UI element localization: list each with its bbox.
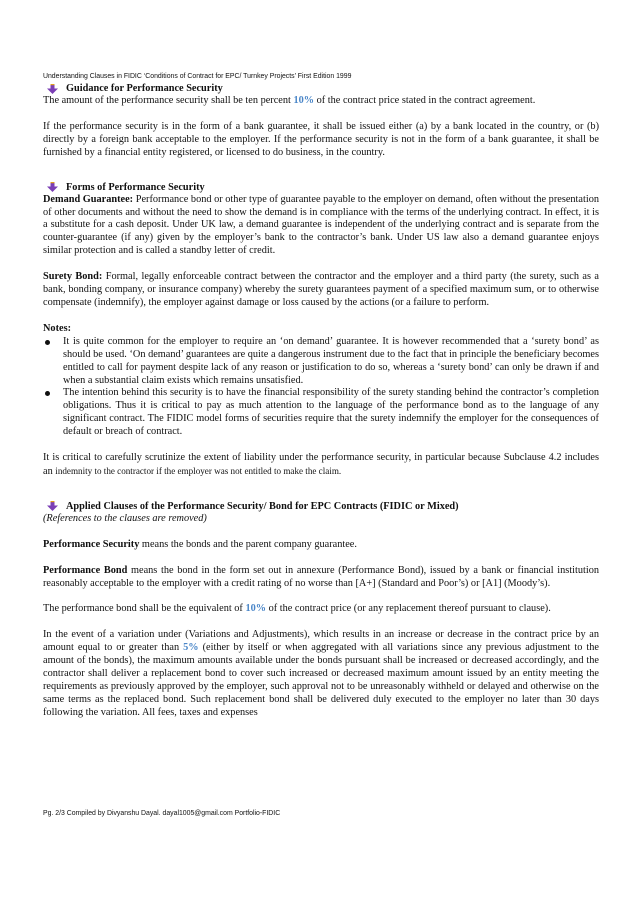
list-item: It is quite common for the employer to require an ‘on demand’ guarantee. It is however recommended that a ‘surety bond’ as should be used. ‘On demand’ guarantees are quite a dangerous instrument due to the fact that in principle the beneficiary becomes entitled to call for payment despite lack of any reason or justification to do so, whereas a ‘surety bond’ can only be drawn if and when a substantial claim exists which remains unsatisfied. [43, 336, 599, 388]
percent-value: 10% [245, 603, 267, 615]
performance-security-definition: Performance Security means the bonds and the parent company guarantee. [43, 538, 357, 550]
page-footer: Pg. 2/3 Compiled by Divyanshu Dayal. dayal1005@gmail.com Portfolio-FIDIC [43, 810, 281, 817]
notes-label: Notes: [43, 322, 72, 334]
list-item: The intention behind this security is to have the financial responsibility of the surety standing behind the contractor’s completion obligations. Thus it is critical to pay as much attention to the language of the performance bond as to the language of any significant contract. The FIDIC model forms of securities require that the surety indemnify the employer for the consequences of default or breach of contract. [43, 387, 599, 439]
down-arrow-icon [47, 182, 58, 192]
guidance-heading-text: Guidance for Performance Security [66, 83, 223, 94]
guidance-paragraph-bank: If the performance security is in the form of a bank guarantee, it shall be issued either (a) by a bank located in the country, or (b) directly by a foreign bank acceptable to the employer. If the performance security is not in the form of a bank guarantee, it shall be furnished by a financial entity registered, or licensed to do business, in the country. [43, 120, 599, 158]
references-note: (References to the clauses are removed) [43, 512, 207, 524]
down-arrow-icon [47, 84, 58, 94]
surety-bond-paragraph: Surety Bond: Formal, legally enforceable contract between the contractor and the employer and a third party (the surety, such as a bank, bonding company, or insurance company) whereby the surety guarantees payment of a specified maximum sum, or to otherwise compensate (indemnify), the employer against damage or loss caused by the actions (or a failure to perform. [43, 271, 599, 308]
forms-heading-text: Forms of Performance Security [66, 181, 205, 193]
percent-value: 10% [293, 95, 315, 106]
down-arrow-icon [47, 501, 58, 511]
performance-bond-definition: Performance Bond means the bond in the form set out in annexure (Performance Bond), issued by a bank or financial institution reasonably acceptable to the employer with a credit rating of no worse than [A+] (Standard and Poor’s) or [A1] (Moody’s). [43, 564, 599, 589]
running-header: Understanding Clauses in FIDIC ‘Conditions of Contract for EPC/ Turnkey Projects’ First Edition 1999 [43, 73, 352, 80]
demand-guarantee-paragraph: Demand Guarantee: Performance bond or other type of guarantee payable to the employer on demand, often without the presentation of other documents and without the need to show the demand is in compliance with the terms of the underlying contract. In effect, it is a substitute for a cash deposit. Under UK law, a demand guarantee is independent of the underlying contract and is separate from the counter-guarantee (if any) given by the employer’s bank to the contractor’s bank. Under US law also a demand guarantee enjoys similar protection and is called a standby letter of credit. [43, 193, 600, 257]
applied-heading-text: Applied Clauses of the Performance Security/ Bond for EPC Contracts (FIDIC or Mixed) [66, 500, 459, 512]
bullet-icon [45, 340, 50, 345]
closing-paragraph: It is critical to carefully scrutinize the extent of liability under the performance security, in particular because Subclause 4.2 includes an indemnity to the contractor if the employer was not entitled to make the claim. [43, 452, 599, 477]
bond-equivalent-paragraph: The performance bond shall be the equivalent of 10% of the contract price (or any replacement thereof pursuant to clause). [43, 603, 551, 615]
guidance-paragraph-amount: The amount of the performance security shall be ten percent 10% of the contract price stated in the contract agreement. [43, 95, 536, 106]
percent-value: 5% [183, 642, 199, 654]
guidance-heading [43, 82, 599, 95]
notes-list [43, 336, 599, 439]
variation-paragraph: In the event of a variation under (Variations and Adjustments), which results in an increase or decrease in the contract price by an amount equal to or greater than 5% (either by itself or when aggregated with all variations since any previous adjustment to the amount of the bonds), the maximum amounts available under the bonds pursuant shall be increased or decreased accordingly, and the contractor shall deliver a replacement bond to cover such increased or decreased maximum amount issued by an entity meeting the requirements as previously approved by the employer, such approval not to be unreasonably withheld or delayed and otherwise on the same terms as the replaced bond. Such replacement bond shall be delivered duly executed to the employer no later than 30 days following the variation. All fees, taxes and expenses [43, 629, 599, 718]
forms-heading [43, 181, 599, 194]
applied-heading [43, 500, 599, 513]
bullet-icon [45, 391, 50, 396]
